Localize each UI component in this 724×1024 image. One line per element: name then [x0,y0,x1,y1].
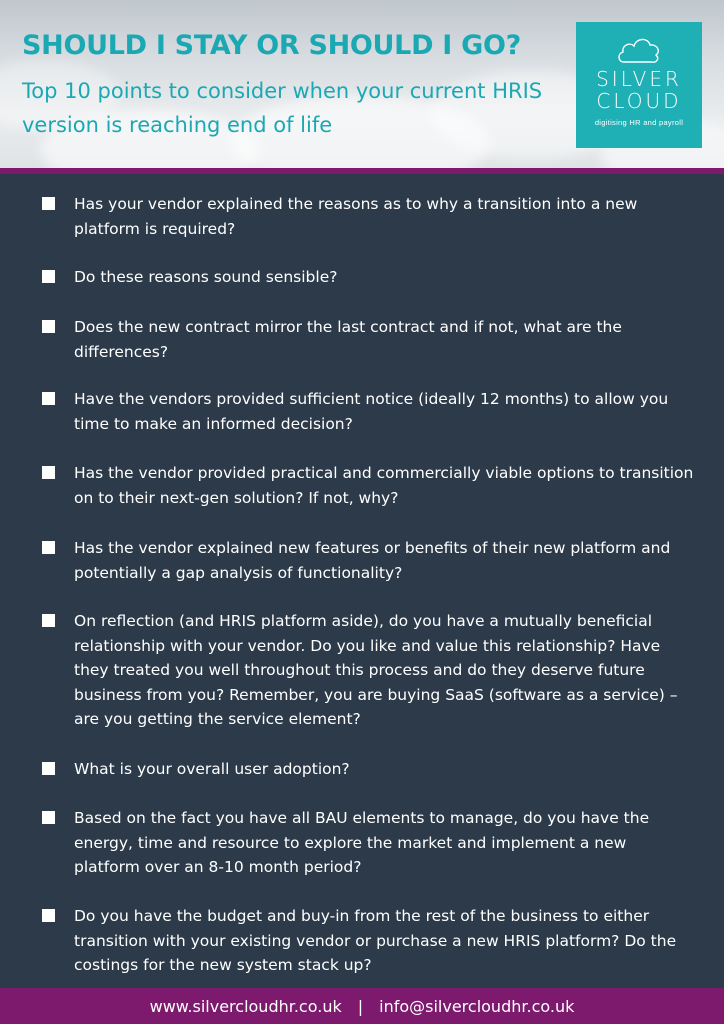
checkbox[interactable] [42,614,55,627]
checklist-item-text: On reflection (and HRIS platform aside), do you have a mutually beneficial relationship with your vendor. Do you like and value this relationship? Have they treated you well throughout this process and do they deserve future business from you? Remember, you are buying SaaS (software as a service) – are you getting the service element? [74,612,678,728]
checklist-item-text: Do you have the budget and buy-in from the rest of the business to either transition with your existing vendor or purchase a new HRIS platform? Do the costings for the new system stack up? [74,907,677,974]
checklist-item-text: Has the vendor provided practical and commercially viable options to transition on to their next-gen solution? If not, why? [74,464,694,507]
checkbox[interactable] [42,466,55,479]
checkbox[interactable] [42,909,55,922]
checklist-item-text: Does the new contract mirror the last contract and if not, what are the differences? [74,318,622,361]
footer [0,988,724,1024]
footer-separator: | [357,996,364,1016]
website-link[interactable]: www.silvercloudhr.co.uk [149,996,342,1016]
checklist-item-text: Has the vendor explained new features or benefits of their new platform and potentially a gap analysis of functionality? [74,539,671,582]
checklist-item-text: Do these reasons sound sensible? [74,268,338,286]
checklist [0,174,724,988]
checkbox[interactable] [42,811,55,824]
cloud-icon [616,34,662,66]
email-link[interactable]: info@silvercloudhr.co.uk [379,996,575,1016]
checkbox[interactable] [42,762,55,775]
checkbox[interactable] [42,541,55,554]
checkbox[interactable] [42,320,55,333]
header-banner [0,0,724,168]
silver-cloud-logo [576,22,702,148]
logo-word-cloud: CLOUD [596,89,682,113]
logo-word-silver: SILVER [596,67,682,91]
checklist-item-text: Has your vendor explained the reasons as to why a transition into a new platform is required? [74,195,638,238]
checklist-item-text: What is your overall user adoption? [74,760,350,778]
checkbox[interactable] [42,270,55,283]
checklist-item-text: Have the vendors provided sufficient notice (ideally 12 months) to allow you time to make an informed decision? [74,390,669,433]
page-title: SHOULD I STAY OR SHOULD I GO? [22,30,522,61]
page-subtitle: Top 10 points to consider when your current HRIS version is reaching end of life [22,79,543,137]
logo-tagline: digitising HR and payroll [594,118,684,127]
checkbox[interactable] [42,392,55,405]
checkbox[interactable] [42,197,55,210]
checklist-item-text: Based on the fact you have all BAU elements to manage, do you have the energy, time and resource to explore the market and implement a new platform over an 8-10 month period? [74,809,650,876]
